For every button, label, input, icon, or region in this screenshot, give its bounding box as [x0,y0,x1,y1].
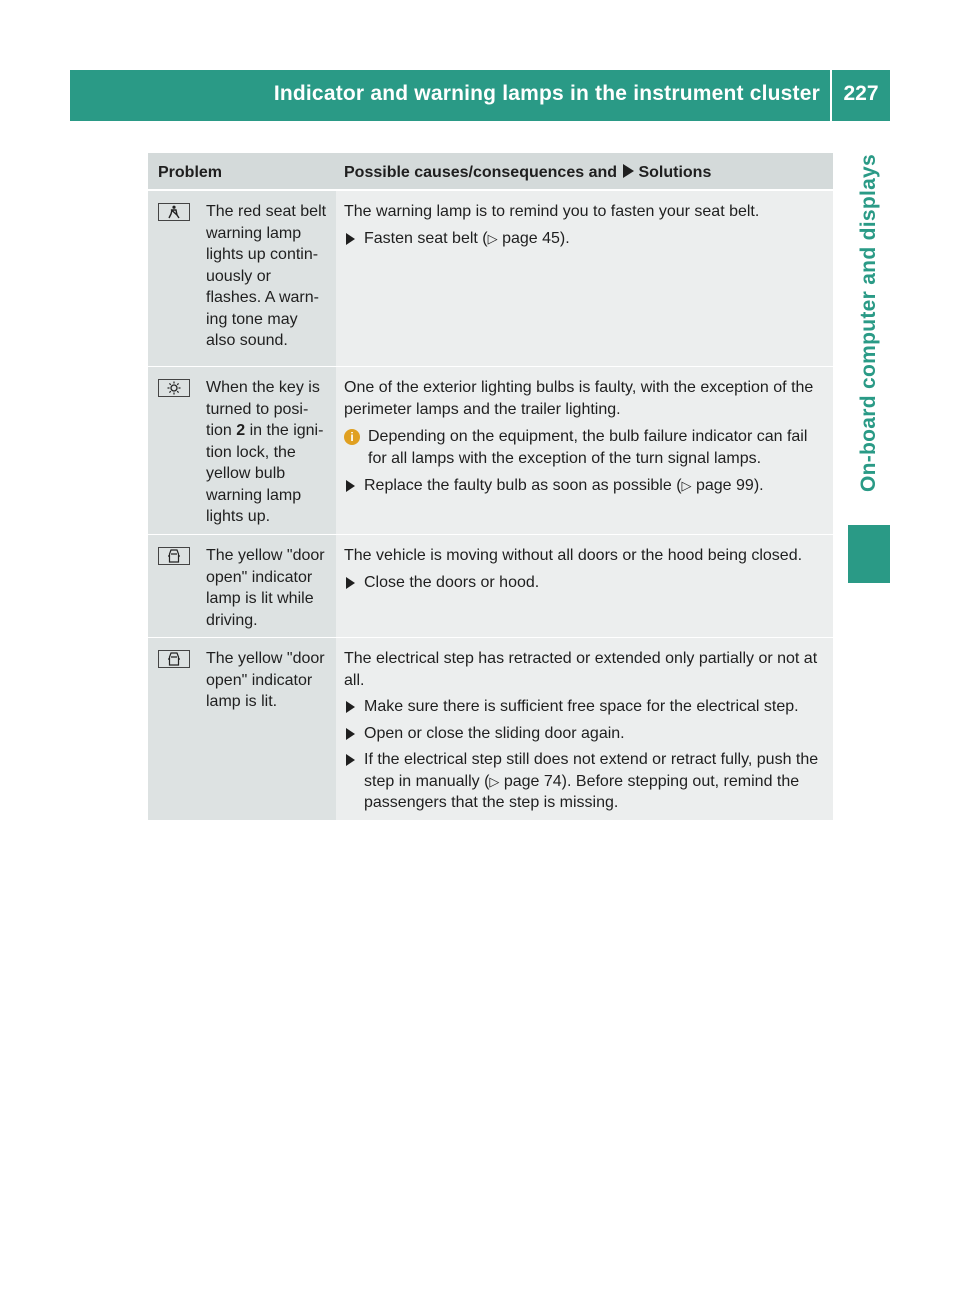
action-arrow-icon [346,577,355,589]
side-tab [848,121,890,525]
solution-cell [336,191,833,366]
action-text: Replace the faulty bulb as soon as possible ( [364,477,682,494]
action-item [344,749,827,814]
note-text: Depending on the equipment, the bulb failure indicator can fail for all lamps with the exception of the turn signal lamps. [368,428,808,467]
side-label: On-board computer and displays [857,153,880,493]
action-arrow-icon [346,701,355,713]
problem-text: The red seat belt warning lamp lights up contin- uously or flashes. A warn- ing tone may also sound. [206,203,327,349]
cause-text: The warning lamp is to remind you to fasten your seat belt. [344,203,760,220]
problem-cell [148,535,336,637]
page-ref[interactable]: page 99). [695,477,764,494]
action-text: Close the doors or hood. [364,573,540,591]
action-item [344,228,827,250]
table-row [148,190,833,366]
door-open-icon [158,650,190,668]
section-title: Indicator and warning lamps in the instrument cluster [273,82,820,105]
info-icon: i [344,429,360,445]
page-number: 227 [843,82,879,105]
play-arrow-icon [623,164,634,178]
action-text: Make sure there is sufficient free space for the electrical step. [364,698,799,715]
solution-cell [336,638,833,820]
cause-text: The vehicle is moving without all doors or the hood being closed. [344,547,803,564]
table-row [148,366,833,534]
problem-text: When the key is turned to posi- tion 2 in the igni- tion lock, the yellow bulb warning lamp lights up. [206,379,324,525]
header-problem: Problem [158,164,223,181]
action-arrow-icon [346,233,355,245]
table-header [148,153,833,190]
action-item [344,475,827,497]
cause-text: The electrical step has retracted or extended only partially or not at all. [344,650,818,689]
problem-cell [148,191,336,366]
page-ref-marker: ▷ [487,230,498,246]
solution-cell [336,535,833,637]
action-text: Open or close the sliding door again. [364,724,625,742]
action-text: If the electrical step still does not extend or retract fully, push the step in manually ( [364,751,819,790]
header-solution-before: Possible causes/consequences and [344,164,618,181]
problem-text: The yellow "door open" indicator lamp is lit while driving. [206,547,325,629]
header-bar [70,70,890,121]
action-item [344,723,827,745]
action-arrow-icon [346,754,355,766]
action-item [344,696,827,718]
header-solution [336,153,711,189]
action-arrow-icon [346,480,355,492]
lamp-table [148,153,833,820]
side-block [848,525,890,583]
table-row [148,534,833,637]
door-open-icon [158,547,190,565]
seat-belt-icon [158,203,190,221]
problem-cell [148,367,336,534]
table-row [148,637,833,820]
action-text: Fasten seat belt ( [364,229,488,247]
page-ref[interactable]: page 74). Before stepping out, remind the passengers that the step is missing. [364,772,800,811]
problem-text: The yellow "door open" indicator lamp is lit. [206,650,325,710]
cause-text: One of the exterior lighting bulbs is faulty, with the exception of the perimeter lamps and the trailer lighting. [344,379,814,418]
info-note [344,426,827,469]
key-position: 2 [236,422,246,439]
page-ref-marker: ▷ [489,773,500,789]
bulb-icon [158,379,190,397]
solution-cell [336,367,833,534]
page-ref[interactable]: page 45). [502,229,570,247]
action-item [344,572,827,594]
header-solution-after: Solutions [638,164,712,181]
action-arrow-icon [346,728,355,740]
page-ref-marker: ▷ [681,478,692,493]
problem-cell [148,638,336,820]
